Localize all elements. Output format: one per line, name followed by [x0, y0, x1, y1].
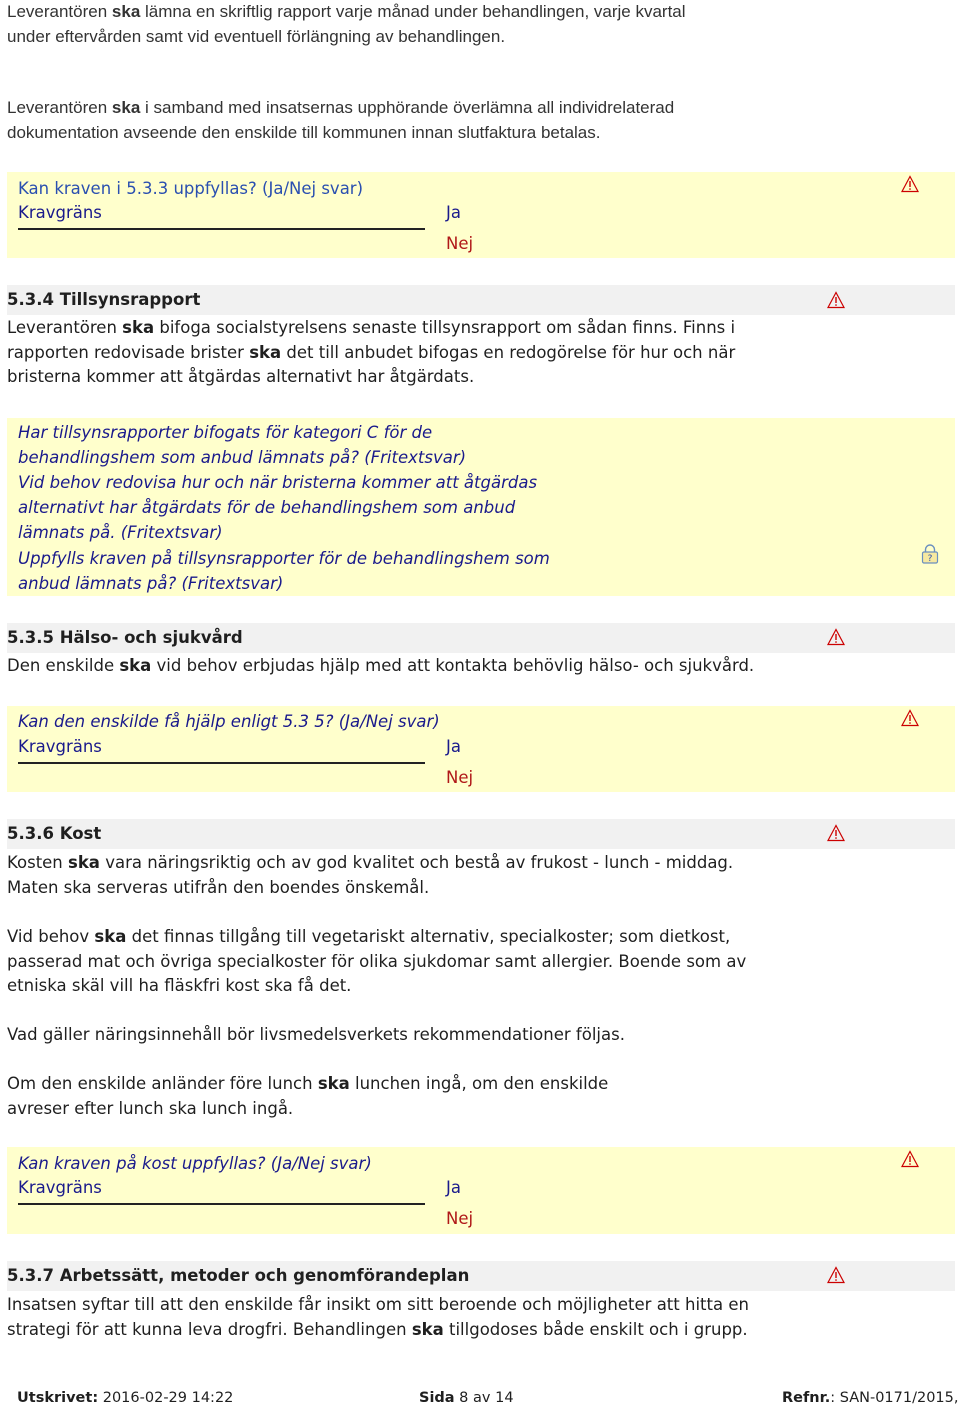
emphasis: ska: [411, 1319, 444, 1339]
option-yes[interactable]: Ja: [446, 737, 461, 756]
section-title: 5.3.6 Kost: [7, 824, 102, 843]
warning-icon: [827, 628, 845, 646]
text: Maten ska serveras utifrån den boendes önskemål.: [7, 877, 430, 897]
section-536-paragraph-2: [7, 925, 746, 999]
text: Har tillsynsrapporter bifogats för kategori C för de: [18, 423, 433, 442]
section-537-text: [7, 1293, 749, 1342]
option-no[interactable]: Nej: [446, 1209, 474, 1228]
emphasis: ska: [317, 1074, 350, 1093]
printed-date: [17, 1390, 233, 1406]
question-text: Kan kraven på kost uppfyllas? (Ja/Nej svar): [18, 1154, 372, 1173]
underline: [18, 762, 425, 764]
text: Vad gäller näringsinnehåll bör livsmedelsverkets rekommendationer följas.: [7, 1025, 625, 1044]
answer-box-533: [7, 172, 955, 258]
text: vid behov erbjudas hjälp med att kontakta behövlig hälso- och sjukvård.: [151, 656, 755, 675]
text: Leverantören: [7, 98, 112, 117]
text: Om den enskilde anländer före lunch: [7, 1074, 318, 1093]
svg-text:?: ?: [927, 554, 933, 564]
text: lämna en skriftlig rapport varje månad under behandlingen, varje kvartal: [140, 2, 686, 21]
warning-icon: [827, 291, 845, 309]
option-no[interactable]: Nej: [446, 768, 474, 787]
section-536-paragraph-3: [7, 1023, 625, 1048]
question-uppfylls-kraven[interactable]: [18, 546, 550, 596]
text: Den enskilde: [7, 656, 120, 675]
emphasis: ska: [94, 927, 127, 946]
answer-box-534: [7, 418, 955, 596]
section-header-537: [7, 1261, 955, 1291]
section-header-536: [7, 819, 955, 849]
value: : SAN-0171/2015,: [830, 1390, 959, 1406]
reference-number: [782, 1390, 959, 1406]
underline: [18, 228, 425, 230]
text: Uppfylls kraven på tillsynsrapporter för de behandlingshem som: [18, 549, 550, 568]
text: etniska skäl vill ha fläskfri kost ska få det.: [7, 976, 352, 995]
answer-box-536: [7, 1147, 955, 1234]
emphasis: ska: [111, 98, 141, 117]
value: 2016-02-29 14:22: [98, 1390, 234, 1406]
question-text: Kan kraven i 5.3.3 uppfyllas? (Ja/Nej svar): [18, 179, 364, 198]
intro-paragraph-2: [7, 96, 674, 145]
question-redovisa-brister[interactable]: [18, 470, 537, 545]
option-yes[interactable]: Ja: [446, 1178, 461, 1197]
section-title: 5.3.5 Hälso- och sjukvård: [7, 628, 243, 647]
text: det finnas tillgång till vegetariskt alternativ, specialkoster; som dietkost,: [126, 927, 731, 946]
emphasis: ska: [249, 342, 282, 362]
text: bifoga socialstyrelsens senaste tillsynsrapport om sådan finns. Finns i: [154, 318, 736, 337]
emphasis: ska: [68, 853, 100, 872]
text: rapporten redovisade brister: [7, 342, 250, 362]
section-title: 5.3.7 Arbetssätt, metoder och genomförandeplan: [7, 1266, 470, 1285]
warning-icon: [901, 709, 919, 727]
option-no[interactable]: Nej: [446, 234, 474, 253]
text: anbud lämnats på? (Fritextsvar): [18, 574, 284, 593]
kravgrans-label: Kravgräns: [18, 737, 102, 756]
text: Leverantören: [7, 318, 123, 337]
text: dokumentation avseende den enskilde till kommunen innan slutfaktura betalas.: [7, 122, 601, 142]
text: alternativt har åtgärdats för de behandlingshem som anbud: [18, 498, 516, 517]
text: Leverantören: [7, 2, 112, 21]
text: vara näringsriktig och av god kvalitet och bestå av frukost - lunch - middag.: [99, 853, 734, 872]
kravgrans-label: Kravgräns: [18, 203, 102, 222]
intro-paragraph-1: [7, 0, 686, 49]
question-text: Kan den enskilde få hjälp enligt 5.3 5? (Ja/Nej svar): [18, 712, 440, 731]
text: i samband med insatsernas upphörande överlämna all individrelaterad: [140, 98, 675, 117]
warning-icon: [827, 1266, 845, 1284]
text: behandlingshem som anbud lämnats på? (Fritextsvar): [18, 448, 467, 467]
underline: [18, 1203, 425, 1205]
lock-question-icon: [921, 544, 939, 564]
text: under eftervården samt vid eventuell förlängning av behandlingen.: [7, 26, 506, 46]
text: det till anbudet bifogas en redogörelse för hur och när: [281, 342, 736, 362]
value: 8 av 14: [454, 1390, 514, 1406]
text: Vid behov redovisa hur och när bristerna kommer att åtgärdas: [18, 473, 538, 492]
question-tillsynsrapporter[interactable]: [18, 420, 466, 470]
page-number: [419, 1390, 514, 1406]
emphasis: ska: [111, 2, 141, 21]
warning-icon: [827, 824, 845, 842]
section-header-535: [7, 623, 955, 653]
text: lämnats på. (Fritextsvar): [18, 523, 223, 542]
text: bristerna kommer att åtgärdas alternativt har åtgärdats.: [7, 367, 475, 386]
text: lunchen ingå, om den enskilde: [349, 1074, 609, 1093]
text: passerad mat och övriga specialkoster för olika sjukdomar samt allergier. Boende som av: [7, 951, 747, 971]
section-536-paragraph-1: [7, 851, 733, 900]
section-534-text: [7, 316, 735, 390]
section-header-534: [7, 285, 955, 315]
warning-icon: [901, 175, 919, 193]
page-footer: [17, 1390, 960, 1410]
answer-box-535: [7, 706, 955, 792]
section-536-paragraph-4: [7, 1072, 608, 1121]
text: Kosten: [7, 853, 69, 872]
text: Insatsen syftar till att den enskilde får insikt om sitt beroende och möjligheter att hitta en: [7, 1295, 749, 1314]
label: Sida: [419, 1390, 455, 1406]
warning-icon: [901, 1150, 919, 1168]
kravgrans-label: Kravgräns: [18, 1178, 102, 1197]
text: Vid behov: [7, 927, 95, 946]
emphasis: ska: [119, 656, 152, 675]
text: strategi för att kunna leva drogfri. Behandlingen: [7, 1319, 412, 1339]
text: avreser efter lunch ska lunch ingå.: [7, 1098, 294, 1118]
label: Utskrivet:: [17, 1390, 99, 1406]
section-535-text: [7, 654, 754, 679]
option-yes[interactable]: Ja: [446, 203, 461, 222]
emphasis: ska: [122, 318, 155, 337]
section-title: 5.3.4 Tillsynsrapport: [7, 290, 201, 309]
text: tillgodoses både enskilt och i grupp.: [443, 1319, 748, 1339]
label: Refnr.: [782, 1390, 831, 1406]
